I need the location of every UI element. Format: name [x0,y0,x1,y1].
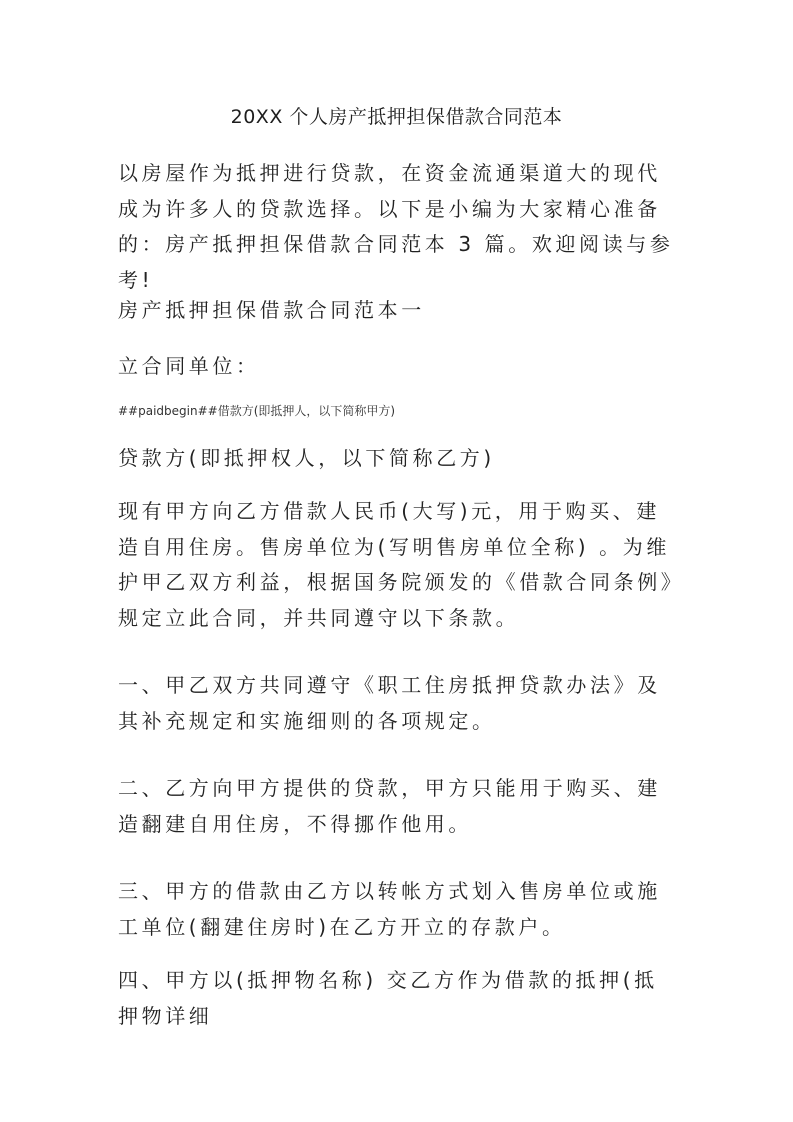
preamble-paragraph: 现有甲方向乙方借款人民币(大写)元，用于购买、建造自用住房。售房单位为(写明售房单位全称) 。为维护甲乙双方利益，根据国务院颁发的《借款合同条例》规定立此合同，并共同遵守以下条款。 [118,499,675,630]
clause-2: 二、乙方向甲方提供的贷款，甲方只能用于购买、建造翻建自用住房，不得挪作他用。 [118,776,661,836]
clause-1: 一、甲乙双方共同遵守《职工住房抵押贷款办法》及其补充规定和实施细则的各项规定。 [118,673,661,733]
section-heading: 房产抵押担保借款合同范本一 [118,298,425,322]
intro-paragraph: 以房屋作为抵押进行贷款，在资金流通渠道大的现代成为许多人的贷款选择。以下是小编为大家精心准备的：房产抵押担保借款合同范本 3 篇。欢迎阅读与参考! [118,161,674,292]
lender-line: 贷款方(即抵押权人，以下简称乙方) [118,446,495,470]
paid-marker-line: ##paidbegin##借款方(即抵押人，以下简称甲方) [118,404,396,418]
clause-4: 四、甲方以(抵押物名称) 交乙方作为借款的抵押(抵押物详细 [118,968,658,1028]
contract-parties-label: 立合同单位： [118,354,260,378]
document-title: 20XX 个人房产抵押担保借款合同范本 [230,106,563,128]
clause-3: 三、甲方的借款由乙方以转帐方式划入售房单位或施工单位(翻建住房时)在乙方开立的存款户。 [118,879,661,939]
